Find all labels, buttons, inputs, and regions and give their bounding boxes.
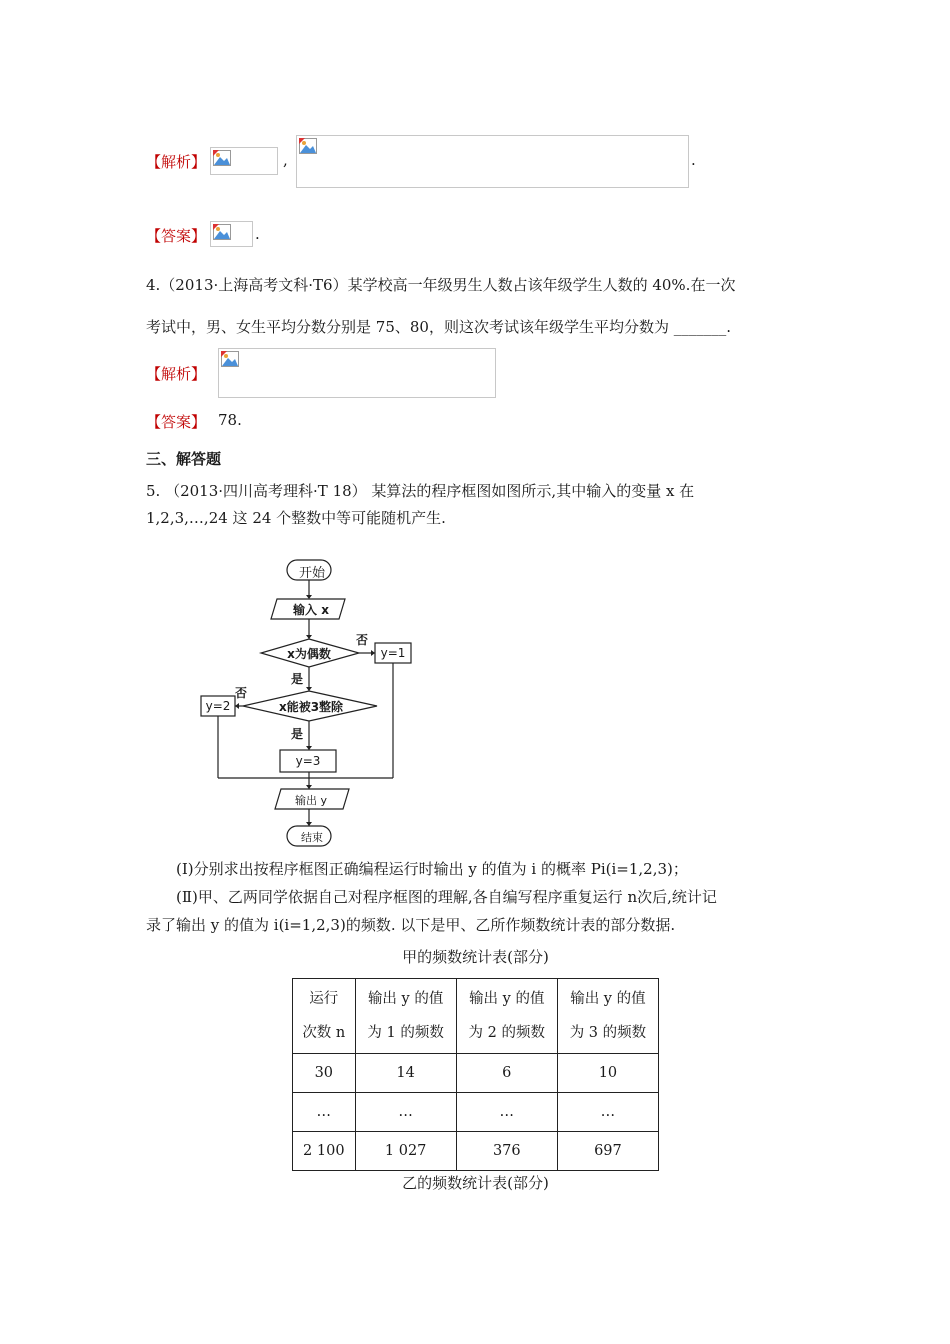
table-cell: 1 027 [355,1132,456,1171]
table-cell: 376 [456,1132,557,1171]
broken-image-icon [299,138,317,154]
q4-line2: 考试中，男、女生平均分数分别是 75、80，则这次考试该年级学生平均分数为 _______. [146,318,731,336]
flow-y1-label: y=1 [380,646,406,660]
table-yi-caption: 乙的频数统计表(部分) [402,1174,549,1192]
q5-part1: (Ⅰ)分别求出按程序框图正确编程运行时输出 y 的值为 i 的概率 Pi(i=1,2,3)； [176,860,688,878]
table-cell: 697 [557,1132,658,1171]
table-header-cell: 输出 y 的值 为 1 的频数 [355,979,456,1054]
comma: , [283,151,288,169]
analysis-label: 【解析】 [146,153,207,171]
table-cell: 6 [456,1054,557,1093]
q5-line1: 5. （2013·四川高考理科·T 18） 某算法的程序框图如图所示,其中输入的变量 x 在 [146,482,695,500]
table-row [293,1093,659,1132]
flow-start-label: 开始 [298,566,325,581]
flow-cond2-label: x能被3整除 [278,700,344,714]
table-cell: 2 100 [293,1132,356,1171]
answer-label: 【答案】 [146,227,207,245]
table-header-row [293,979,659,1054]
table-cell: … [456,1093,557,1132]
table-cell: 10 [557,1054,658,1093]
table-cell: … [355,1093,456,1132]
table-cell: … [293,1093,356,1132]
flow-y2-label: y=2 [205,699,231,713]
flow-output-label: 输出 y [294,794,327,807]
flow-no2-label: 否 [235,686,248,700]
table-header-cell: 输出 y 的值 为 3 的频数 [557,979,658,1054]
flow-input-label: 输入 x [293,603,329,617]
formula-image-2 [296,135,689,188]
table-cell: 14 [355,1054,456,1093]
table-cell: 30 [293,1054,356,1093]
table-row [293,1054,659,1093]
broken-image-icon [221,351,239,367]
table-header-cell: 输出 y 的值 为 2 的频数 [456,979,557,1054]
formula-image-1 [210,147,278,175]
flow-no1-label: 否 [356,633,369,647]
q4-answer-value: 78. [218,411,242,429]
table-jia-caption: 甲的频数统计表(部分) [402,948,549,966]
q5-part2-line1: (Ⅱ)甲、乙两同学依据自己对程序框图的理解,各自编写程序重复运行 n次后,统计记 [176,888,717,906]
period: . [691,151,696,169]
answer-formula-image [210,221,253,247]
table-row [293,1132,659,1171]
flow-y3-label: y=3 [295,754,321,768]
q5-part2-line2: 录了输出 y 的值为 i(i=1,2,3)的频数. 以下是甲、乙所作频数统计表的部分数据. [146,916,676,934]
q4-answer-label: 【答案】 [146,413,207,431]
flow-end-label: 结束 [301,831,323,844]
section-title: 三、解答题 [146,450,222,468]
flow-yes1-label: 是 [291,672,304,686]
broken-image-icon [213,150,231,166]
q4-analysis-label: 【解析】 [146,365,207,383]
period: . [255,225,260,243]
table-header-cell: 运行 次数 n [293,979,356,1054]
flow-cond1-label: x为偶数 [287,647,331,661]
q4-analysis-image [218,348,496,398]
broken-image-icon [213,224,231,240]
q4-line1: 4.（2013·上海高考文科·T6）某学校高一年级男生人数占该年级学生人数的 40%.在一次 [146,276,736,294]
flow-yes2-label: 是 [291,727,304,741]
table-cell: … [557,1093,658,1132]
table-jia [292,978,659,1171]
q5-line2: 1,2,3,…,24 这 24 个整数中等可能随机产生. [146,509,446,527]
